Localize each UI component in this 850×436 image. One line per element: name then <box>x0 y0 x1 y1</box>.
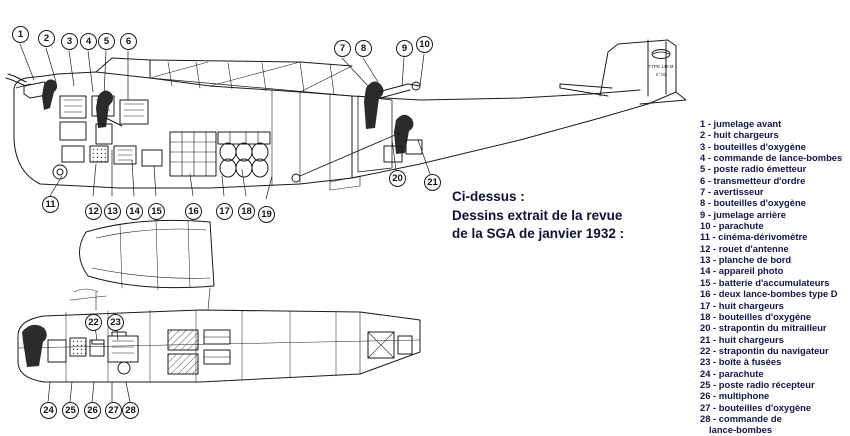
callout-marker-8[interactable]: 8 <box>355 40 372 57</box>
legend-item-21: 21 - huit chargeurs <box>700 333 784 345</box>
legend-item-23: 23 - boîte à fusées <box>700 356 782 368</box>
callout-marker-23[interactable]: 23 <box>107 314 124 331</box>
callout-marker-25[interactable]: 25 <box>62 402 79 419</box>
legend-item-10: 10 - parachute <box>700 220 764 232</box>
legend-item-4: 4 - commande de lance-bombes <box>700 152 843 164</box>
legend-item-28-continuation: lance-bombes <box>709 424 773 436</box>
legend-item-8: 8 - bouteilles d'oxygène <box>700 197 806 209</box>
callout-marker-21[interactable]: 21 <box>424 174 441 191</box>
legend-item-14: 14 - appareil photo <box>700 265 784 277</box>
legend-item-27: 27 - bouteilles d'oxygène <box>700 401 812 413</box>
legend-item-25: 25 - poste radio récepteur <box>700 378 815 390</box>
callout-marker-3[interactable]: 3 <box>61 33 78 50</box>
callout-marker-2[interactable]: 2 <box>38 30 55 47</box>
caption-line-2: Dessins extrait de la revue <box>452 208 623 223</box>
callout-marker-19[interactable]: 19 <box>258 206 275 223</box>
callout-marker-14[interactable]: 14 <box>126 203 143 220</box>
caption-line-1: Ci-dessus : <box>452 189 525 204</box>
callout-marker-13[interactable]: 13 <box>104 203 121 220</box>
callout-marker-18[interactable]: 18 <box>238 203 255 220</box>
legend-item-26: 26 - multiphone <box>700 390 770 402</box>
bomb-row <box>220 143 268 177</box>
legend-item-18: 18 - bouteilles d'oxygène <box>700 310 812 322</box>
legend-item-15: 15 - batterie d'accumulateurs <box>700 276 830 288</box>
legend-item-22: 22 - strapontin du navigateur <box>700 344 829 356</box>
leader-lines-top-mid <box>342 54 424 86</box>
legend-item-1: 1 - jumelage avant <box>700 118 782 129</box>
legend-item-17: 17 - huit chargeurs <box>700 299 784 311</box>
callout-marker-12[interactable]: 12 <box>85 203 102 220</box>
callout-marker-10[interactable]: 10 <box>416 36 433 53</box>
callout-marker-4[interactable]: 4 <box>80 33 97 50</box>
callout-marker-28[interactable]: 28 <box>122 402 139 419</box>
tail-serial-label: n° 01 <box>655 72 667 77</box>
callout-marker-15[interactable]: 15 <box>148 203 165 220</box>
callout-marker-1[interactable]: 1 <box>12 26 29 43</box>
caption-line-3: de la SGA de janvier 1932 : <box>452 226 625 241</box>
callout-marker-5[interactable]: 5 <box>98 33 115 50</box>
callout-marker-9[interactable]: 9 <box>396 40 413 57</box>
leader-lines-top-left <box>20 44 128 100</box>
tail-type-label: TYPE 140 M <box>648 64 674 69</box>
callout-marker-7[interactable]: 7 <box>334 40 351 57</box>
callout-marker-24[interactable]: 24 <box>40 402 57 419</box>
legend-item-2: 2 - huit chargeurs <box>700 129 779 141</box>
legend-item-6: 6 - transmetteur d'ordre <box>700 174 806 186</box>
legend-item-3: 3 - bouteilles d'oxygène <box>700 140 806 152</box>
callout-marker-22[interactable]: 22 <box>85 314 102 331</box>
caption-block <box>452 188 667 243</box>
callout-marker-26[interactable]: 26 <box>84 402 101 419</box>
callout-marker-17[interactable]: 17 <box>216 203 233 220</box>
callout-marker-20[interactable]: 20 <box>389 170 406 187</box>
legend-item-12: 12 - rouet d'antenne <box>700 242 789 254</box>
callout-marker-6[interactable]: 6 <box>120 33 137 50</box>
legend-item-5: 5 - poste radio émetteur <box>700 163 807 175</box>
legend-item-16: 16 - deux lance-bombes type D <box>700 288 838 300</box>
legend-list <box>700 118 848 436</box>
callout-marker-16[interactable]: 16 <box>185 203 202 220</box>
legend-item-11: 11 - cinéma-dérivomètre <box>700 231 808 243</box>
legend-item-24: 24 - parachute <box>700 367 764 379</box>
legend-item-20: 20 - strapontin du mitrailleur <box>700 322 827 334</box>
plan-view <box>18 220 420 382</box>
callout-marker-11[interactable]: 11 <box>42 196 59 213</box>
legend-item-28: 28 - commande de lance-bombes <box>700 413 848 436</box>
legend-item-13: 13 - planche de bord <box>700 254 792 266</box>
callout-marker-27[interactable]: 27 <box>105 402 122 419</box>
legend-item-9: 9 - jumelage arrière <box>700 208 786 220</box>
legend-item-7: 7 - avertisseur <box>700 186 764 198</box>
